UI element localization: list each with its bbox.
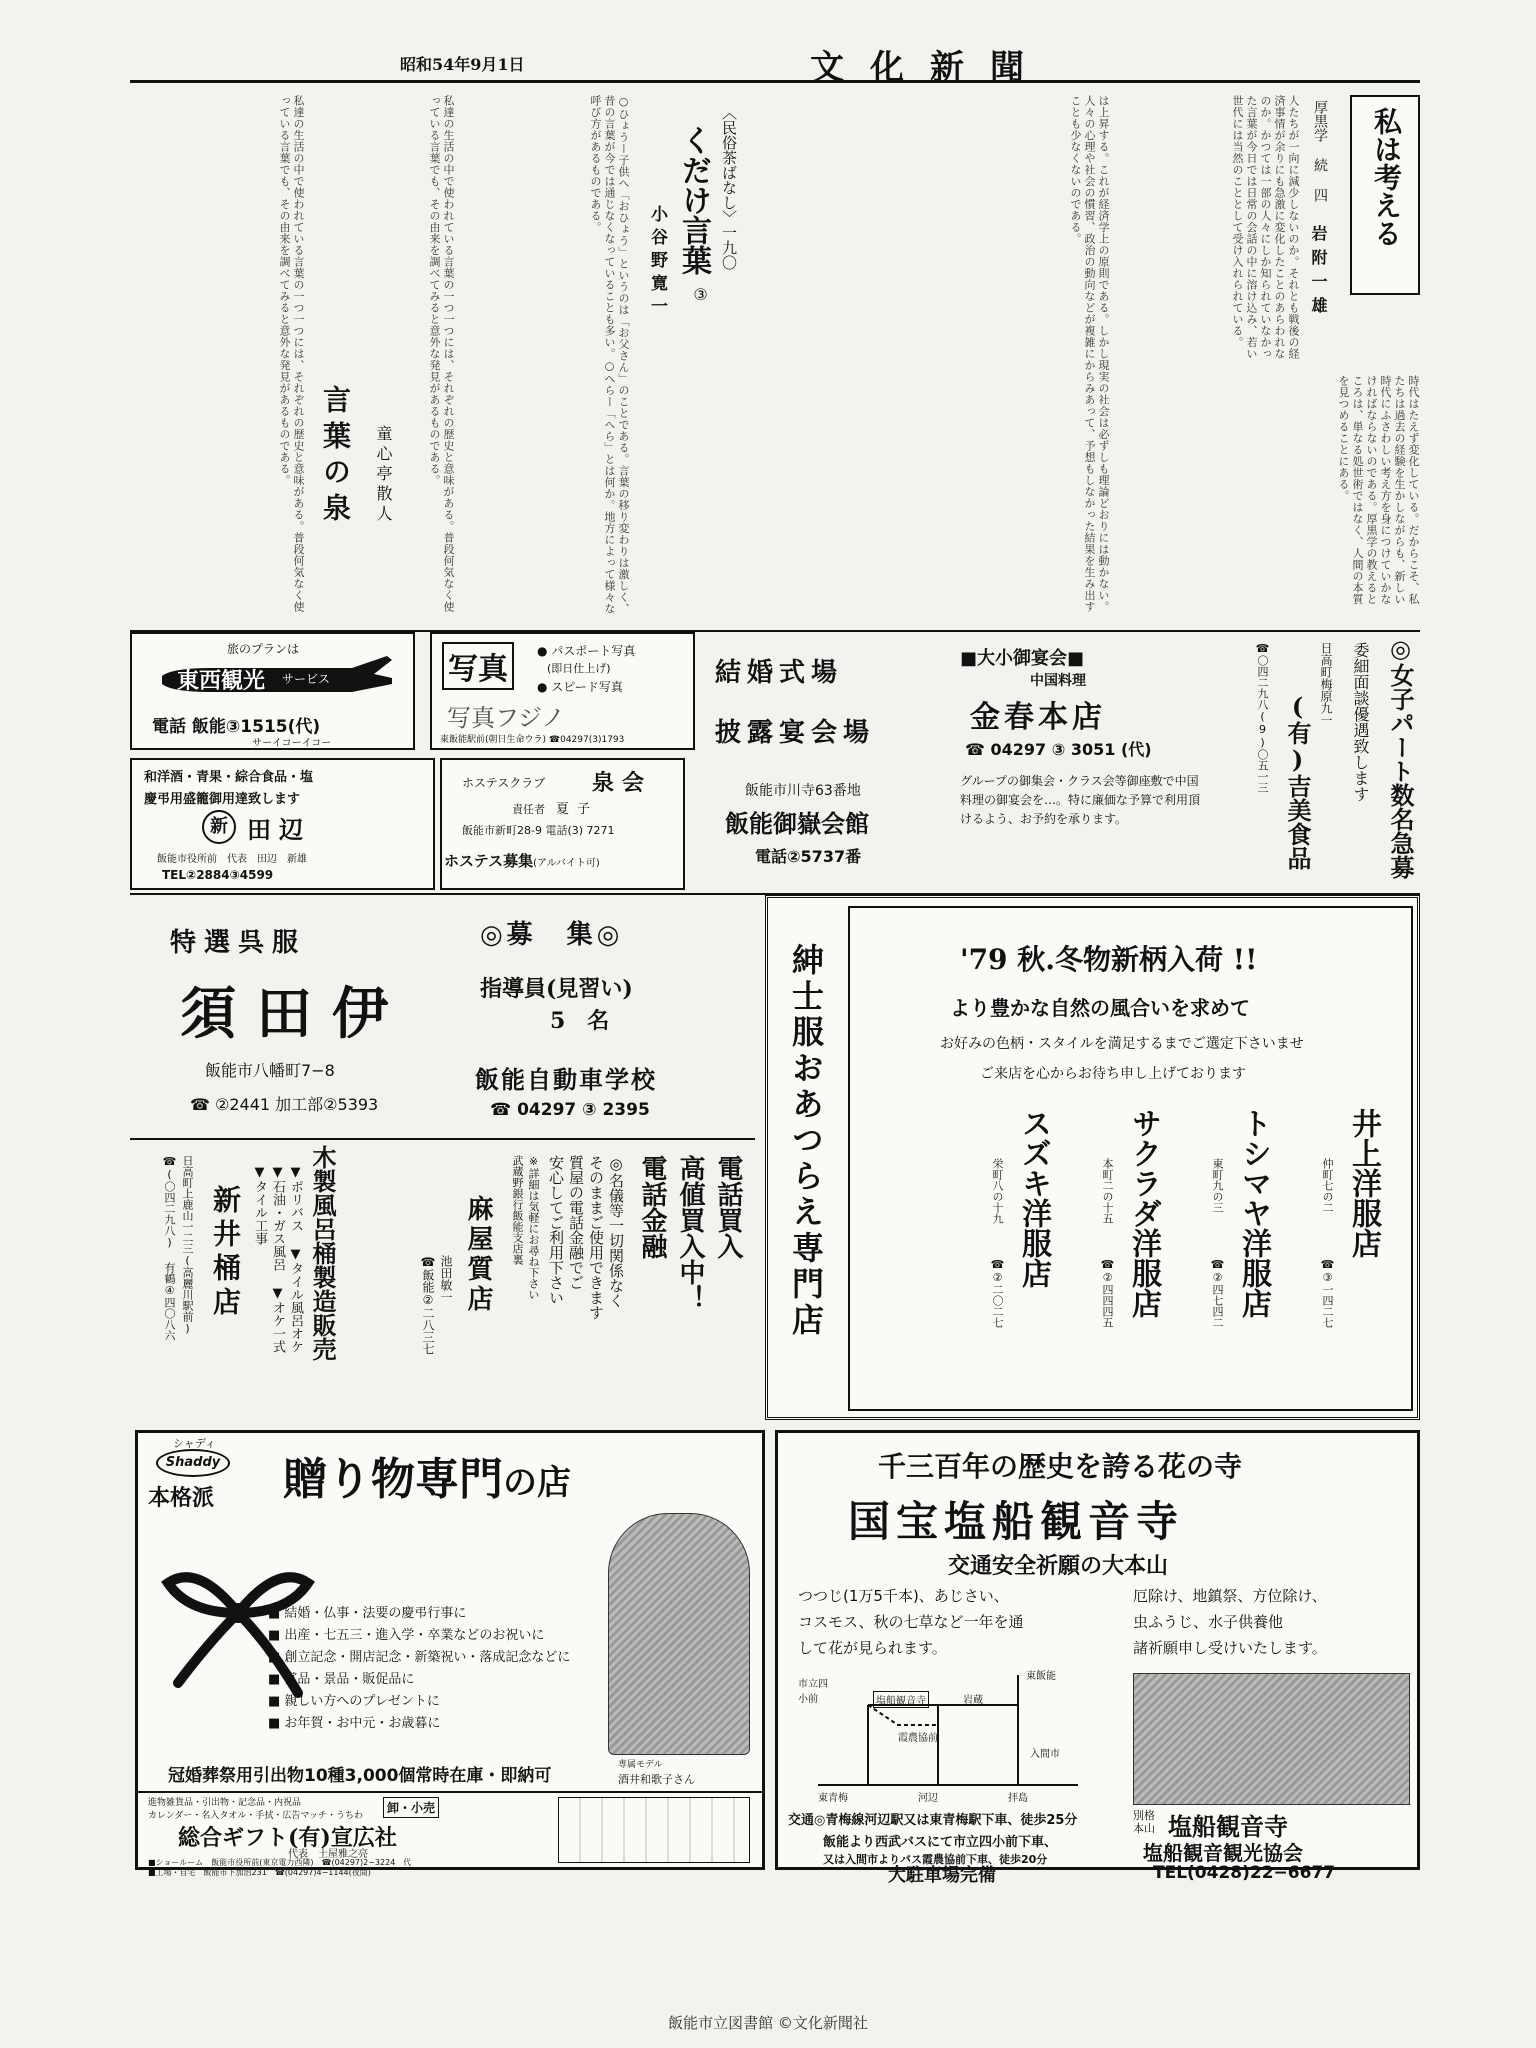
temple-sect-name: 塩船観音寺 <box>1168 1812 1288 1841</box>
photo-address: 東飯能駅前(朝日生命ウラ) ☎04297(3)1793 <box>440 735 625 745</box>
tailor-body2: ご来店を心からお待ち申し上げております <box>980 1066 1246 1082</box>
bath-items2: ▼石油・ガス風呂 ▼オケ一式 <box>270 1165 285 1353</box>
tailor-shop-name: スズキ洋服店 <box>1016 1108 1051 1288</box>
yoshimi-address: 日高町梅原九一 <box>1319 642 1333 726</box>
tailor-shop-phone: ☎②四四四五 <box>1101 1258 1114 1328</box>
tanabe-line1: 和洋酒・青果・綜合食品・塩 <box>144 770 314 785</box>
hostess-address: 飯能市新町28-9 電話(3) 7271 <box>462 824 615 837</box>
tanabe-name: 田辺 <box>247 815 311 844</box>
gift-factory: ■工場・自宅 飯能市下加治231 ☎(04297)4−1144(夜間) <box>148 1868 371 1877</box>
gift-item: ■ 結婚・仏事・法要の慶弔行事に <box>268 1606 467 1621</box>
tailor-shop-address: 仲町七の二 <box>1321 1158 1334 1213</box>
tailor-shop-phone: ☎②四七四二 <box>1211 1258 1224 1328</box>
hostess-manager-name: 夏子 <box>556 802 599 817</box>
gift-item: ■ 親しい方へのプレゼントに <box>268 1694 440 1709</box>
ad-driving <box>460 900 740 1135</box>
tailor-shop-2 <box>1060 1108 1170 1398</box>
temple-services3: 諸祈願申し受けいたします。 <box>1133 1639 1327 1657</box>
temple-access1: 交通◎青梅線河辺駅又は東青梅駅下車、徒歩25分 <box>788 1813 1078 1828</box>
temple-map <box>798 1665 1098 1805</box>
pawn-owner: 池田敏一 <box>439 1255 453 1303</box>
fountain-body: 私達の生活の中で使われている言葉の一つ一つには、それぞれの歴史と意味がある。普段何気なく使っている言葉でも、その由来を調べてみると意外な発見があるものである。 <box>278 95 305 613</box>
gift-rep-label: 代表 <box>288 1849 308 1860</box>
words-body: ○ひょうー子供へ「おひょう」というのは「お父さん」のことである。言葉の移り変わりは激しく、昔の言葉が今では通じなくなっていることも多い。○へらー「へら」とは何か。地方によって様々な呼び方があるものである。 <box>589 95 630 615</box>
pawn-body3: 質屋の電話金融でご <box>567 1155 585 1290</box>
travel-phone-kana: サーイコーイコー <box>252 738 332 749</box>
ad-wedding <box>700 632 945 894</box>
pawn-body1: ◎名儀等一切関係なく <box>607 1155 625 1308</box>
temple-flowers2: コスモス、秋の七草など一年を通 <box>798 1613 1024 1631</box>
travel-tagline: 旅のプランは <box>227 642 300 656</box>
driving-line1: 指導員(見習い) <box>480 976 633 1002</box>
words-number: ③ <box>691 285 710 304</box>
yoshimi-headline: ◎女子パート数名急募 <box>1386 634 1415 879</box>
gift-item: ■ お年賀・お中元・お歳暮に <box>268 1716 441 1731</box>
hostess-recruit <box>444 850 600 871</box>
gift-trade: 卸・小売 <box>383 1797 439 1818</box>
fountain-column <box>130 85 455 625</box>
gift-rep-name: 土屋雅之亮 <box>318 1849 368 1860</box>
words-author: 小谷野寛一 <box>647 205 667 320</box>
words-title: くだけ言葉 <box>676 125 711 275</box>
gift-genre: 本格派 <box>148 1485 215 1511</box>
fountain-author: 童心亭散人 <box>374 425 393 525</box>
travel-phone: 電話 飯能③1515(代) <box>152 717 321 737</box>
tailor-shop-phone: ☎②二〇二七 <box>991 1258 1004 1328</box>
gift-item-label: 親しい方へのプレゼントに <box>284 1694 440 1709</box>
pawn-line1: 電話買入 <box>713 1155 743 1259</box>
wedding-address: 飯能市川寺63番地 <box>745 783 861 799</box>
fountain-body-2: 私達の生活の中で使われている言葉の一つ一つには、それぞれの歴史と意味がある。普段何気なく使っている言葉でも、その由来を調べてみると意外な発見があるものである。 <box>428 95 455 613</box>
temple-sect: 別格本山 <box>1133 1809 1155 1835</box>
driving-name: 飯能自動車学校 <box>475 1065 657 1094</box>
map-label: 河辺 <box>918 1793 938 1804</box>
bath-items3: ▼タイル工事 <box>252 1165 267 1245</box>
ad-chinese <box>950 632 1215 894</box>
temple-sub: 交通安全祈願の大本山 <box>948 1553 1169 1579</box>
gift-item: ■ 賞品・景品・販促品に <box>268 1672 415 1687</box>
temple-photo <box>1133 1673 1410 1805</box>
chinese-name: 金春本店 <box>970 700 1106 735</box>
essay-body-a: 人たちが一向に減少しないのか。それとも戦後の経済事情が余りにも急激に変化したことのあらわれなのか。かつては一部の人々にしか知られていなかった言葉が今日では日常の会話の中に溶け込み、若い世代には当然のこととして受け入れられている。 <box>1231 95 1300 360</box>
tailor-shop-address: 本町二の十五 <box>1101 1158 1114 1224</box>
essay-title-box <box>1350 95 1420 295</box>
gift-headline <box>283 1443 571 1507</box>
gift-item-label: 結婚・仏事・法要の慶弔行事に <box>284 1606 467 1621</box>
tailor-shop-address: 栄町八の十九 <box>991 1158 1004 1224</box>
map-label: 霞農協前 <box>898 1733 938 1744</box>
hostess-club: ホステスクラブ <box>462 776 546 790</box>
bath-name: 新井桶店 <box>209 1185 242 1321</box>
chinese-sub: 中国料理 <box>1030 673 1086 689</box>
sudai-phone: ☎ ②2441 加工部②5393 <box>190 1095 379 1114</box>
fountain-title: 言葉の泉 <box>319 385 352 529</box>
gift-item: ■ 創立記念・開店記念・新築祝い・落成記念などに <box>268 1650 571 1665</box>
hostess-recruit-label: ホステス募集 <box>444 852 534 870</box>
gift-item-label: 創立記念・開店記念・新築祝い・落成記念などに <box>284 1650 571 1665</box>
temple-services2: 虫ふうじ、水子供養他 <box>1133 1613 1284 1631</box>
photo-item2: ● スピード写真 <box>537 680 623 694</box>
gift-showroom: ■ショールーム 飯能市役所前(東京電力西隣) ☎(04297)2−3224 代 <box>148 1858 412 1867</box>
bath-items1: ▼ポリバス ▼タイル風呂オケ <box>288 1165 303 1353</box>
yoshimi-body: 委細面談優遇致します <box>1351 642 1370 802</box>
tanabe-address: 飯能市役所前 代表 田辺 新雄 <box>157 854 307 865</box>
ad-gift <box>135 1430 765 1877</box>
temple-flowers3: して花が見られます。 <box>798 1639 947 1657</box>
hostess-recruit-note: (アルバイト可) <box>533 858 600 869</box>
photo-item1: ● パスポート写真 <box>537 644 636 658</box>
ad-yoshimi <box>1220 632 1420 894</box>
tailor-shop-phone: ☎③一四二七 <box>1321 1258 1334 1328</box>
tanabe-phone: TEL②2884③4599 <box>162 868 274 882</box>
pawn-name: 麻屋質店 <box>463 1195 493 1315</box>
wedding-name: 飯能御嶽会館 <box>725 809 869 838</box>
travel-suffix: サービス <box>282 672 331 686</box>
ad-temple <box>775 1430 1420 1886</box>
chinese-body: グループの御集会・クラス会等御座敷で中国料理の御宴会を…。特に廉価な予算で利用頂けるよう、お予約を承ります。 <box>960 774 1201 826</box>
ad-travel <box>130 632 415 750</box>
map-label: 東青梅 <box>818 1793 848 1804</box>
wedding-line2: 披露宴会場 <box>715 718 876 748</box>
temple-access3: 又は入間市よりバス霞農協前下車、徒歩20分 <box>823 1853 1048 1866</box>
pawn-note1: ※詳細は気軽にお尋ね下さい <box>527 1155 540 1300</box>
gift-model-label: 専属モデル <box>618 1760 663 1770</box>
photo-item2-label: スピード写真 <box>551 680 623 694</box>
ad-photo <box>430 632 695 750</box>
pawn-body4: 安心してご利用下さい <box>547 1155 565 1305</box>
travel-name: 東西観光 <box>177 669 266 694</box>
gift-headline-main: 贈り物専門 <box>283 1454 503 1505</box>
map-label: 拝島 <box>1008 1793 1028 1804</box>
temple-name: 国宝塩船観音寺 <box>848 1497 1185 1546</box>
tanabe-logo: 新 <box>202 810 236 844</box>
gift-goods1: 進物雑貨品・引出物・記念品・内祝品 <box>148 1798 302 1808</box>
tailor-sub: より豊かな自然の風合いを求めて <box>950 996 1250 1020</box>
pawn-phone: ☎飯能②二八三七 <box>421 1255 435 1355</box>
ad-bath <box>130 1145 345 1420</box>
map-label: 塩船観音寺 <box>873 1691 929 1708</box>
gift-items <box>268 1603 570 1735</box>
wedding-line1: 結婚式場 <box>715 658 844 688</box>
yoshimi-phone: ☎〇四二九八(9)〇五一三 <box>1256 642 1269 793</box>
hostess-manager-label: 責任者 <box>512 803 545 816</box>
bath-title: 木製風呂桶製造販売 <box>308 1145 337 1361</box>
essay-column <box>755 85 1420 625</box>
ad-sudai <box>130 900 455 1135</box>
temple-access2: 飯能より西武バスにて市立四小前下車、 <box>823 1835 1058 1850</box>
gift-goods2: カレンダー・名入タオル・手拭・広告マッチ・うちわ <box>148 1811 364 1821</box>
temple-parking: 大駐車場完備 <box>888 1865 996 1886</box>
ad-hostess <box>440 758 685 890</box>
essay-series: 厚黒学 続 四 <box>1312 100 1328 202</box>
words-column <box>460 85 750 625</box>
tailor-headline: '79 秋.冬物新柄入荷 !! <box>960 943 1258 976</box>
tanabe-line2: 慶弔用盛籠御用達致します <box>144 792 301 807</box>
sudai-address: 飯能市八幡町7−8 <box>205 1061 335 1080</box>
tailor-shop-0 <box>1280 1108 1390 1398</box>
tailor-title: 紳士服おあつらえ専門店 <box>787 943 825 1339</box>
words-series: 〈民俗茶ばなし〉一九〇 <box>720 105 738 270</box>
driving-line2: 5 名 <box>550 1008 610 1034</box>
divider-row2 <box>130 1138 755 1140</box>
photo-heading: 写真 <box>442 642 514 690</box>
gift-item: ■ 出産・七五三・進入学・卒業などのお祝いに <box>268 1628 545 1643</box>
temple-assoc: 塩船観音観光協会 <box>1143 1841 1303 1865</box>
header-date: 昭和54年9月1日 <box>400 55 525 74</box>
tailor-body1: お好みの色柄・スタイルを満足するまでご選定下さいませ <box>940 1036 1304 1052</box>
footer-credit: 飯能市立図書館 ©文化新聞社 <box>668 2014 868 2032</box>
pawn-line2: 高値買入中！ <box>675 1155 705 1311</box>
essay-body-b: 時代はたえず変化している。だからこそ、私たちは過去の経験を生かしながらも、新しい時代にふさわしい考え方を身につけていかなければならないのである。厚黒学の教えるところは、単なる処世術ではなく、人間の本質を見つめることにある。 <box>1337 375 1420 605</box>
pawn-note2: 武蔵野銀行飯能支店裏 <box>511 1155 524 1265</box>
pawn-line3: 電話金融 <box>637 1155 667 1259</box>
gift-brand-logo: Shaddy <box>156 1449 230 1477</box>
map-label: 市立四小前 <box>798 1679 828 1705</box>
wedding-phone: 電話②5737番 <box>755 847 862 866</box>
bath-address: 日高町上鹿山一二三(高麗川駅前) <box>181 1155 194 1335</box>
chinese-phone: ☎ 04297 ③ 3051 (代) <box>965 740 1152 759</box>
ad-pawn <box>350 1145 755 1420</box>
gift-stock: 冠婚葬祭用引出物10種3,000個常時在庫・即納可 <box>168 1766 552 1786</box>
essay-author: 岩附一雄 <box>1309 225 1328 321</box>
temple-services1: 厄除け、地鎮祭、方位除け、 <box>1133 1587 1327 1605</box>
yoshimi-name: (有)吉美食品 <box>1283 692 1312 870</box>
photo-item1-note: (即日仕上げ) <box>547 662 611 675</box>
tailor-shop-name: サクラダ洋服店 <box>1126 1108 1161 1318</box>
bath-phone: ☎(〇四二九八) 有鶴④四〇八六 <box>163 1155 176 1341</box>
gift-item-label: 出産・七五三・進入学・卒業などのお祝いに <box>284 1628 545 1643</box>
sudai-heading: 特選呉服 <box>170 928 307 958</box>
map-label: 東飯能 <box>1026 1671 1056 1682</box>
photo-shop: 写真フジノ <box>447 704 566 732</box>
tailor-inner-box <box>848 906 1413 1411</box>
page-header <box>130 40 1420 88</box>
photo-item1-label: パスポート写真 <box>551 644 636 658</box>
hostess-name: 泉会 <box>592 770 653 796</box>
essay-title: 私は考える <box>1370 107 1403 247</box>
tailor-shop-address: 東町九の三 <box>1211 1158 1224 1213</box>
tailor-shop-name: 井上洋服店 <box>1346 1108 1381 1258</box>
driving-heading: ◎募 集◎ <box>480 920 624 950</box>
pawn-body2: そのままご使用できます <box>587 1155 605 1320</box>
temple-heading: 千三百年の歴史を誇る花の寺 <box>878 1450 1243 1483</box>
tailor-shop-3 <box>950 1108 1060 1398</box>
ad-tailor <box>765 895 1420 1420</box>
chinese-heading: ■大小御宴会■ <box>960 648 1085 669</box>
essay-body-c: は上昇する。これが経済学上の原則である。しかし現実の社会は必ずしも理論どおりには動かない。人々の心理や社会の慣習、政治の動向などが複雑にからみあって、予想もしなかった結果を生み出すことも少なくないのである。 <box>1069 95 1110 613</box>
gift-map <box>558 1797 750 1863</box>
gift-item-label: お年賀・お中元・お歳暮に <box>284 1716 441 1731</box>
gift-item-label: 賞品・景品・販促品に <box>284 1672 415 1687</box>
map-label: 岩蔵 <box>963 1695 983 1706</box>
ad-tanabe <box>130 758 435 890</box>
hostess-manager <box>512 798 598 817</box>
map-label: 入間市 <box>1030 1749 1060 1760</box>
gift-headline-suffix: の店 <box>503 1463 571 1503</box>
model-photo <box>608 1513 750 1755</box>
driving-phone: ☎ 04297 ③ 2395 <box>490 1100 650 1120</box>
sudai-name: 須田伊 <box>180 981 408 1047</box>
gift-company: 総合ギフト(有)宣広社 <box>178 1825 397 1851</box>
tailor-shop-name: トシマヤ洋服店 <box>1236 1108 1271 1318</box>
gift-model-name: 酒井和歌子さん <box>618 1773 695 1786</box>
temple-flowers1: つつじ(1万5千本)、あじさい、 <box>798 1587 1009 1605</box>
gift-brand: シャディ <box>173 1437 216 1450</box>
paper-name: 文化新聞 <box>810 48 1050 88</box>
temple-phone: TEL(0428)22−6677 <box>1153 1863 1336 1883</box>
tailor-shop-1 <box>1170 1108 1280 1398</box>
